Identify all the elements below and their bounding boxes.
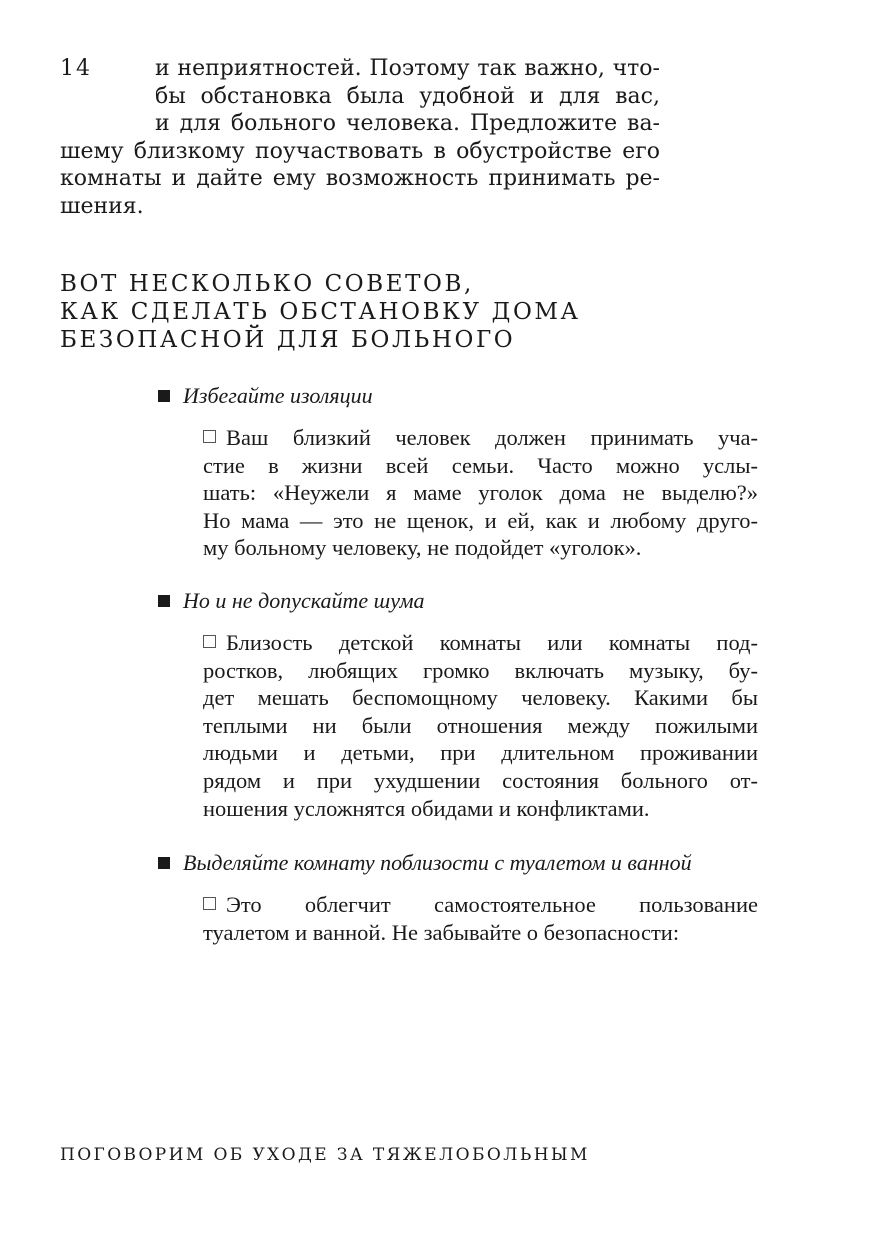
tip-title xyxy=(158,382,758,410)
tip-room-near-bathroom xyxy=(158,849,758,946)
tip-body-line: Ваш близкий человек должен принимать уча- xyxy=(203,424,758,452)
intro-line: бы обстановка была удобной и для вас, xyxy=(155,83,660,109)
tip-body-line: стие в жизни всей семьи. Часто можно услы- xyxy=(203,452,758,478)
tip-body xyxy=(158,424,758,562)
empty-square-icon xyxy=(203,635,216,648)
empty-square-icon xyxy=(203,430,216,443)
heading-line: ВОТ НЕСКОЛЬКО СОВЕТОВ, xyxy=(60,271,474,297)
tip-title-text: Но и не допускайте шума xyxy=(183,588,425,613)
tip-body-line: Это облегчит самостоятельное пользование xyxy=(203,891,758,919)
section-heading xyxy=(60,270,581,354)
intro-line: и для больного человека. Предложите ва- xyxy=(155,111,660,136)
square-bullet-icon xyxy=(158,857,170,869)
intro-paragraph xyxy=(60,55,660,220)
heading-line: БЕЗОПАСНОЙ ДЛЯ БОЛЬНОГО xyxy=(60,327,516,353)
tip-body xyxy=(158,629,758,822)
tip-body-line: туалетом и ванной. Не забывайте о безопасности: xyxy=(203,919,680,945)
tip-title xyxy=(158,587,758,615)
page-number: 14 xyxy=(60,56,92,81)
tip-no-noise xyxy=(158,587,758,822)
tip-body-line: ношения усложнятся обидами и конфликтами. xyxy=(203,795,650,821)
tip-body-line: му больному человеку, не подойдет «уголок». xyxy=(203,535,642,561)
intro-line: и неприятностей. Поэтому так важно, что- xyxy=(155,56,660,81)
tip-title-text: Избегайте изоляции xyxy=(183,383,373,408)
tip-title-text: Выделяйте комнату поблизости с туалетом и ванной xyxy=(183,850,692,875)
tip-body-line: теплыми ни были отношения между пожилыми xyxy=(203,712,758,738)
tip-title xyxy=(158,849,758,877)
tip-body-line: Но мама — это не щенок, и ей, как и любому друго- xyxy=(203,507,758,533)
tip-body-line: рядом и при ухудшении состояния больного от- xyxy=(203,767,758,793)
tip-body-line: людьми и детьми, при длительном проживании xyxy=(203,740,758,766)
empty-square-icon xyxy=(203,897,216,910)
tip-body xyxy=(158,891,758,946)
tip-body-line: шать: «Неужели я маме уголок дома не выделю?» xyxy=(203,480,758,506)
heading-line: КАК СДЕЛАТЬ ОБСТАНОВКУ ДОМА xyxy=(60,299,581,325)
intro-line: шему близкому поучаствовать в обустройстве его xyxy=(60,138,660,164)
tip-body-line: дет мешать беспомощному человеку. Какими бы xyxy=(203,685,758,711)
square-bullet-icon xyxy=(158,595,170,607)
running-footer: ПОГОВОРИМ ОБ УХОДЕ ЗА ТЯЖЕЛОБОЛЬНЫМ xyxy=(60,1145,590,1165)
intro-line: комнаты и дайте ему возможность принимать ре- xyxy=(60,166,660,191)
tip-avoid-isolation xyxy=(158,382,758,562)
intro-line: шения. xyxy=(60,193,144,219)
square-bullet-icon xyxy=(158,390,170,402)
tip-body-line: Близость детской комнаты или комнаты под- xyxy=(203,629,758,657)
tip-body-line: ростков, любящих громко включать музыку, бу- xyxy=(203,657,758,683)
